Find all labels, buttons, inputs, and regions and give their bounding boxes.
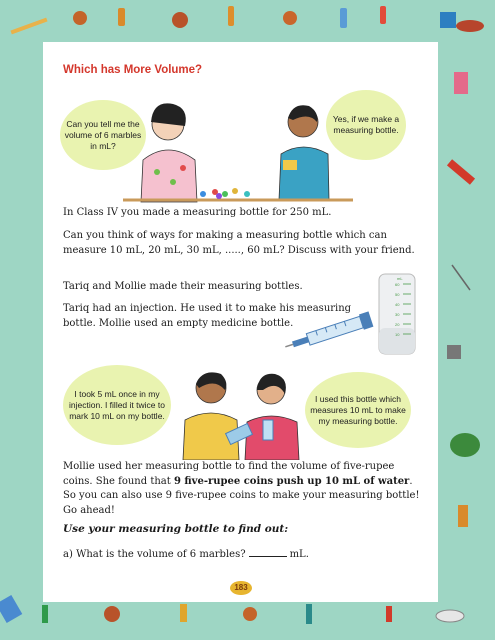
bottle-icon xyxy=(0,595,22,623)
paragraph-5-text-a: Mollie used her measuring bottle to find the volume of five-rupee coins. She found that xyxy=(63,461,395,487)
beaker-label: 20 xyxy=(395,322,400,327)
bottle-icon xyxy=(306,604,312,624)
figure-icon xyxy=(458,505,468,527)
marble-icon xyxy=(232,188,238,194)
beaker-label: 40 xyxy=(395,302,400,307)
pot-icon xyxy=(73,11,87,25)
beaker-label: 10 xyxy=(395,332,400,337)
bottle-icon xyxy=(380,6,386,24)
beaker-label: 60 xyxy=(395,282,400,287)
paragraph-3: Tariq and Mollie made their measuring bottles. xyxy=(63,281,303,292)
paragraph-4: Tariq had an injection. He used it to make his measuring bottle. Mollie used an empty medicine bottle. xyxy=(63,303,352,329)
bottle-icon xyxy=(386,606,392,622)
paragraph-5-text-b: . So you can also use 9 five-rupee coins to make your measuring bottle! Go ahead! xyxy=(63,475,420,516)
tariq-mollie-illustration xyxy=(171,360,311,460)
beaker-label: 30 xyxy=(395,312,400,317)
question-a-text: What is the volume of 6 marbles? xyxy=(76,549,246,560)
paragraph-2: Can you think of ways for making a measuring bottle which can measure 10 mL, 20 mL, 30 mL, ....., 60 mL? Discuss with your friend. xyxy=(63,230,415,256)
beaker-label: 50 xyxy=(395,292,400,297)
question-a xyxy=(63,548,423,563)
speech-bubble-tariq: I took 5 mL once in my injection. I filled it twice to mark 10 mL on my bottle. xyxy=(63,365,171,445)
marble-icon xyxy=(200,191,206,197)
answer-blank[interactable] xyxy=(249,556,287,557)
bowl-icon xyxy=(450,433,480,457)
activity-heading: Use your measuring bottle to find out: xyxy=(63,523,289,535)
pot-icon xyxy=(172,12,188,28)
bottle-icon xyxy=(118,8,125,26)
paragraph-1: In Class IV you made a measuring bottle for 250 mL. xyxy=(63,207,332,218)
pot-icon xyxy=(243,607,257,621)
pan-icon xyxy=(436,610,464,622)
bottle-icon xyxy=(42,605,48,623)
bottle-icon xyxy=(180,604,187,622)
textbook-page xyxy=(43,42,438,602)
beaker-label: mL xyxy=(397,276,403,281)
tray-icon xyxy=(447,159,475,184)
bottle-icon xyxy=(340,8,347,28)
speech-bubble-boy: Yes, if we make a measuring bottle. xyxy=(326,90,406,160)
paragraph-5-bold: 9 five-rupee coins push up 10 mL of water xyxy=(173,475,410,487)
syringe-icon xyxy=(10,18,47,35)
page-title: Which has More Volume? xyxy=(63,64,203,76)
page-number: 183 xyxy=(230,581,252,595)
speech-bubble-girl: Can you tell me the volume of 6 marbles in mL? xyxy=(60,100,146,170)
speech-bubble-mollie: I used this bottle which measures 10 mL to make my measuring bottle. xyxy=(305,372,411,448)
children-marbles-illustration xyxy=(123,82,353,212)
question-a-unit: mL. xyxy=(289,549,309,560)
marble-icon xyxy=(244,191,250,197)
pot-icon xyxy=(104,606,120,622)
weight-icon xyxy=(447,345,461,359)
pot-icon xyxy=(283,11,297,25)
measuring-beaker-illustration xyxy=(375,270,419,356)
marble-icon xyxy=(216,193,222,199)
stand-icon xyxy=(452,265,470,290)
bottle-icon xyxy=(228,6,234,26)
bucket-icon xyxy=(440,12,456,28)
bowl-icon xyxy=(456,20,484,32)
syringe-illustration xyxy=(283,310,379,354)
paragraph-5 xyxy=(63,460,423,518)
question-a-label: a) xyxy=(63,549,73,560)
marble-icon xyxy=(222,191,228,197)
figure-icon xyxy=(454,72,468,94)
